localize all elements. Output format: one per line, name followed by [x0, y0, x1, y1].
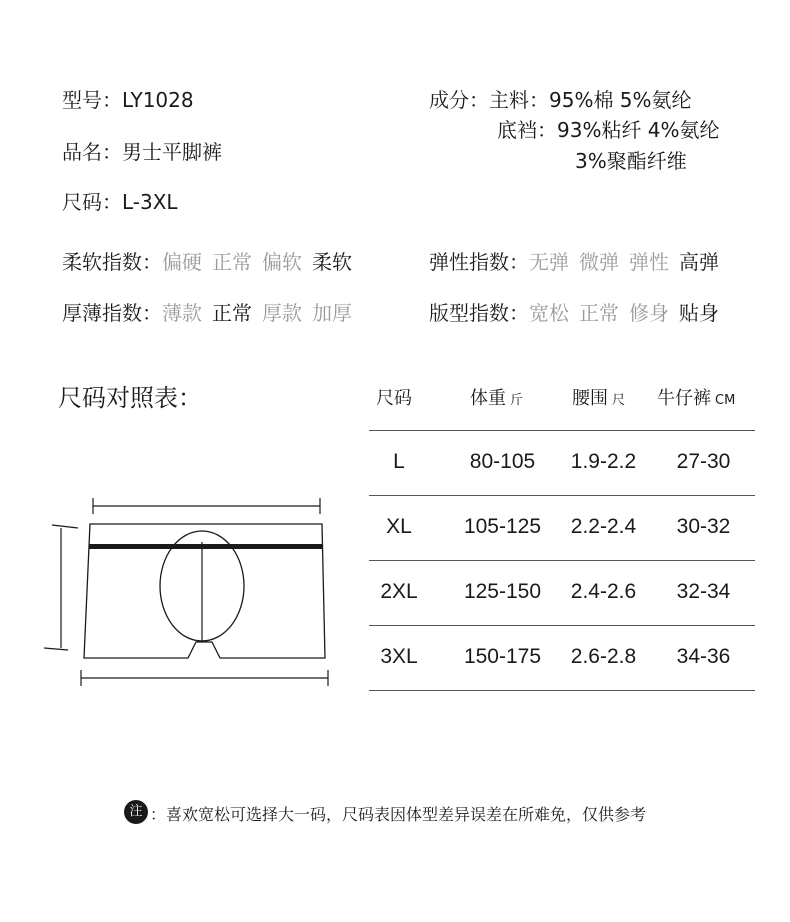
- header-weight: [470, 384, 523, 410]
- header-weight-unit: 斤: [510, 393, 524, 408]
- table-rule: [369, 690, 755, 691]
- table-rule: [369, 625, 755, 626]
- composition-crotch-2-text: 3%聚酯纤维: [575, 149, 687, 173]
- elasticity-index: [429, 246, 719, 275]
- table-cell-waist: 2.2-2.4: [570, 515, 637, 538]
- thickness-option: 薄款: [162, 301, 202, 325]
- table-cell-weight: 105-125: [463, 515, 542, 538]
- table-cell-waist: 2.6-2.8: [570, 645, 637, 668]
- model-text: 型号：LY1028: [62, 88, 194, 112]
- thickness-option: 正常: [212, 301, 252, 325]
- boxer-brief-diagram: [38, 490, 338, 690]
- note-text: ：喜欢宽松可选择大一码，尺码表因体型差异误差在所难免，仅供参考: [150, 805, 647, 824]
- elasticity-option: 弹性: [629, 250, 669, 274]
- header-size: [376, 384, 412, 410]
- thickness-index: [62, 297, 352, 326]
- softness-option: 偏软: [262, 250, 302, 274]
- table-rule: [369, 560, 755, 561]
- table-cell-waist: 1.9-2.2: [570, 450, 637, 473]
- table-cell-jeans: 34-36: [676, 645, 731, 668]
- header-size-label: 尺码: [376, 388, 412, 409]
- fit-option: 修身: [629, 301, 669, 325]
- softness-index-label: 柔软指数：: [62, 250, 162, 274]
- product-name-text: 品名：男士平脚裤: [62, 140, 222, 164]
- table-cell-weight: 125-150: [463, 580, 542, 603]
- table-cell-size: XL: [386, 515, 412, 538]
- thickness-index-label: 厚薄指数：: [62, 301, 162, 325]
- header-jeans-unit: CM: [715, 393, 736, 408]
- size-range-text: 尺码：L-3XL: [62, 190, 178, 214]
- table-rule: [369, 495, 755, 496]
- table-cell-weight: 150-175: [463, 645, 542, 668]
- elasticity-option: 微弹: [579, 250, 619, 274]
- composition-crotch-text: 底裆：93%粘纤 4%氨纶: [497, 118, 720, 142]
- table-cell-jeans: 27-30: [676, 450, 731, 473]
- softness-option: 偏硬: [162, 250, 202, 274]
- table-cell-jeans: 30-32: [676, 515, 731, 538]
- fit-option: 宽松: [529, 301, 569, 325]
- header-jeans-label: 牛仔裤: [657, 388, 711, 409]
- table-cell-size: 3XL: [380, 645, 418, 668]
- fit-option: 贴身: [679, 301, 719, 325]
- fit-index: [429, 297, 719, 326]
- table-cell-waist: 2.4-2.6: [570, 580, 637, 603]
- softness-option: 正常: [212, 250, 252, 274]
- elasticity-option: 无弹: [529, 250, 569, 274]
- size-chart-title: 尺码对照表：: [58, 384, 202, 412]
- fit-index-label: 版型指数：: [429, 301, 529, 325]
- table-cell-weight: 80-105: [469, 450, 536, 473]
- table-cell-size: L: [393, 450, 405, 473]
- elasticity-index-label: 弹性指数：: [429, 250, 529, 274]
- table-cell-jeans: 32-34: [676, 580, 731, 603]
- header-weight-label: 体重: [470, 388, 506, 409]
- composition-main-text: 成分：主料：95%棉 5%氨纶: [429, 88, 692, 112]
- fit-option: 正常: [579, 301, 619, 325]
- table-cell-size: 2XL: [380, 580, 418, 603]
- softness-option: 柔软: [312, 250, 352, 274]
- header-waist-unit: 尺: [612, 393, 626, 408]
- table-rule: [369, 430, 755, 431]
- elasticity-option: 高弹: [679, 250, 719, 274]
- header-jeans: [657, 384, 735, 410]
- note-badge: 注: [124, 800, 148, 824]
- header-waist: [572, 384, 625, 410]
- thickness-option: 加厚: [312, 301, 352, 325]
- thickness-option: 厚款: [262, 301, 302, 325]
- softness-index: [62, 246, 352, 275]
- header-waist-label: 腰围: [572, 388, 608, 409]
